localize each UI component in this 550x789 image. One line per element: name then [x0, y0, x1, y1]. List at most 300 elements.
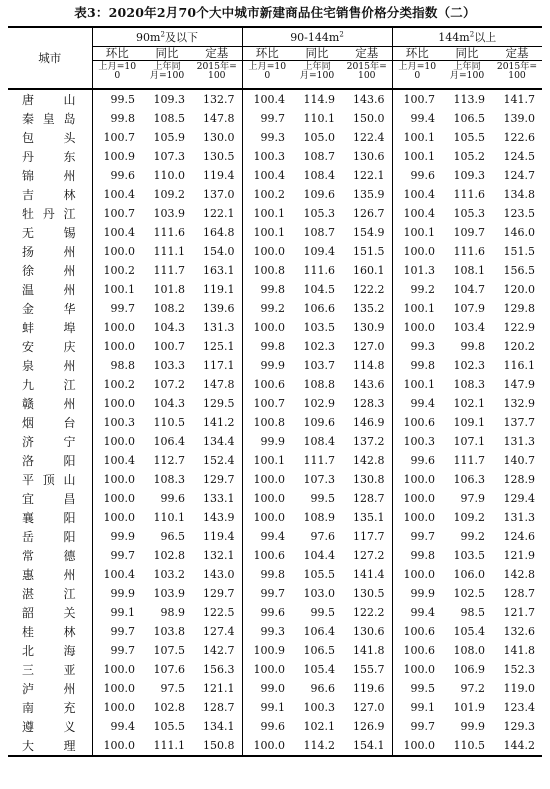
unit-line: 月=100 [449, 70, 485, 81]
index-cell: 129.8 [503, 302, 535, 315]
index-cell: 126.7 [342, 204, 392, 223]
index-cell: 111.6 [153, 226, 185, 239]
index-cell: 131.3 [192, 318, 242, 337]
index-cell: 121.9 [503, 549, 535, 562]
index-cell: 111.1 [142, 736, 192, 756]
index-cell: 99.2 [460, 530, 485, 543]
index-cell: 100.1 [253, 454, 285, 467]
index-cell: 103.5 [453, 549, 485, 562]
table-row [8, 109, 542, 128]
table-row [8, 204, 542, 223]
unit-header-base [492, 61, 542, 90]
index-cell: 100.6 [253, 549, 285, 562]
index-cell: 99.6 [260, 720, 285, 733]
index-cell: 127.0 [342, 698, 392, 717]
index-cell: 163.1 [192, 261, 242, 280]
index-cell: 102.3 [453, 359, 485, 372]
city-name: 赣州 [8, 394, 92, 413]
index-cell: 99.7 [410, 530, 435, 543]
index-cell: 129.3 [503, 720, 535, 733]
index-cell: 100.4 [103, 568, 135, 581]
index-cell: 100.4 [103, 226, 135, 239]
index-cell: 129.7 [192, 470, 242, 489]
index-cell: 99.8 [260, 568, 285, 581]
index-cell: 99.2 [260, 302, 285, 315]
index-cell: 100.4 [103, 188, 135, 201]
index-cell: 96.6 [310, 682, 335, 695]
index-cell: 104.5 [303, 283, 335, 296]
index-cell: 98.5 [460, 606, 485, 619]
group-header-medium: $90-144m^2$ [242, 27, 392, 47]
city-name: 韶关 [8, 603, 92, 622]
table-row [8, 546, 542, 565]
index-cell: 108.8 [303, 378, 335, 391]
table-row [8, 527, 542, 546]
index-cell: 135.2 [342, 299, 392, 318]
index-cell: 130.6 [342, 147, 392, 166]
index-cell: 99.4 [110, 720, 135, 733]
city-name: 济宁 [8, 432, 92, 451]
index-cell: 112.7 [153, 454, 185, 467]
index-cell: 120.0 [503, 283, 535, 296]
index-cell: 100.6 [403, 644, 435, 657]
index-cell: 100.1 [253, 207, 285, 220]
index-cell: 99.7 [260, 112, 285, 125]
index-cell: 102.3 [303, 340, 335, 353]
table-row [8, 394, 542, 413]
city-name: 岳阳 [8, 527, 92, 546]
index-cell: 135.9 [342, 185, 392, 204]
table-row [8, 736, 542, 756]
index-cell: 130.6 [342, 622, 392, 641]
index-cell: 98.8 [110, 359, 135, 372]
index-cell: 106.0 [453, 568, 485, 581]
index-cell: 130.5 [342, 584, 392, 603]
index-cell: 152.3 [503, 663, 535, 676]
index-cell: 99.7 [110, 549, 135, 562]
index-cell: 100.0 [403, 245, 435, 258]
index-cell: 100.7 [253, 397, 285, 410]
index-cell: 97.2 [460, 682, 485, 695]
unit-line: 0 [414, 70, 421, 81]
table-row [8, 223, 542, 242]
index-cell: 156.5 [503, 264, 535, 277]
index-cell: 99.8 [110, 112, 135, 125]
index-cell: 110.0 [153, 169, 185, 182]
index-cell: 100.7 [103, 207, 135, 220]
index-cell: 105.9 [153, 131, 185, 144]
index-cell: 127.2 [342, 546, 392, 565]
index-cell: 124.5 [503, 150, 535, 163]
index-cell: 123.5 [503, 207, 535, 220]
index-cell: 100.1 [403, 378, 435, 391]
index-cell: 100.4 [403, 188, 435, 201]
table-row [8, 337, 542, 356]
index-cell: 100.0 [103, 340, 135, 353]
city-name: 九江 [8, 375, 92, 394]
index-cell: 146.9 [342, 413, 392, 432]
index-cell: 106.5 [453, 112, 485, 125]
index-cell: 140.7 [503, 454, 535, 467]
index-cell: 110.5 [153, 416, 185, 429]
index-cell: 99.8 [410, 359, 435, 372]
unit-line: 上年同 [153, 61, 181, 72]
index-cell: 100.4 [403, 207, 435, 220]
index-cell: 107.3 [303, 473, 335, 486]
index-cell: 128.9 [503, 473, 535, 486]
index-cell: 97.9 [460, 492, 485, 505]
table-row [8, 242, 542, 261]
index-cell: 100.0 [253, 663, 285, 676]
index-cell: 133.1 [192, 489, 242, 508]
city-name: 大理 [8, 736, 92, 756]
index-cell: 99.7 [260, 587, 285, 600]
index-cell: 100.0 [103, 397, 135, 410]
table-title: 表3：2020年2月70个大中城市新建商品住宅销售价格分类指数（二） [74, 5, 476, 20]
index-cell: 106.9 [453, 663, 485, 676]
unit-line: 上年同 [303, 61, 331, 72]
sub-header-mom: 环比 [392, 47, 442, 61]
index-cell: 97.5 [160, 682, 185, 695]
unit-line: 上月=10 [398, 61, 437, 72]
index-cell: 121.1 [192, 679, 242, 698]
index-cell: 100.4 [103, 454, 135, 467]
table-row [8, 185, 542, 204]
index-cell: 143.9 [192, 508, 242, 527]
table-row [8, 89, 542, 109]
table-row [8, 147, 542, 166]
index-cell: 100.4 [253, 169, 285, 182]
group-header-small: $90m^2$及以下 [92, 27, 242, 47]
sub-header-yoy: 同比 [292, 47, 342, 61]
index-cell: 100.0 [103, 321, 135, 334]
city-name: 吉林 [8, 185, 92, 204]
unit-line: 0 [264, 70, 271, 81]
sub-header-yoy: 同比 [142, 47, 192, 61]
index-cell: 127.4 [192, 622, 242, 641]
unit-header-yoy [292, 61, 342, 90]
unit-line: 月=100 [299, 70, 335, 81]
index-cell: 99.8 [410, 549, 435, 562]
index-cell: 107.9 [453, 302, 485, 315]
index-cell: 109.3 [453, 169, 485, 182]
index-cell: 99.0 [260, 682, 285, 695]
index-cell: 105.5 [453, 131, 485, 144]
index-cell: 104.4 [303, 549, 335, 562]
city-name: 常德 [8, 546, 92, 565]
table-row [8, 261, 542, 280]
sub-header-mom: 环比 [92, 47, 142, 61]
index-cell: 100.0 [403, 511, 435, 524]
index-cell: 100.0 [103, 492, 135, 505]
group-header-large: $144m^2$以上 [392, 27, 542, 47]
index-cell: 131.3 [503, 511, 535, 524]
index-cell: 99.3 [260, 131, 285, 144]
city-name: 襄阳 [8, 508, 92, 527]
index-cell: 109.2 [153, 188, 185, 201]
index-cell: 99.4 [410, 606, 435, 619]
index-cell: 99.9 [260, 435, 285, 448]
index-cell: 100.0 [403, 321, 435, 334]
index-cell: 108.3 [153, 473, 185, 486]
index-cell: 99.4 [410, 112, 435, 125]
table-row [8, 413, 542, 432]
index-cell: 103.3 [153, 359, 185, 372]
table-row [8, 318, 542, 337]
index-cell: 99.5 [410, 682, 435, 695]
index-cell: 150.8 [192, 736, 242, 756]
index-cell: 122.2 [342, 280, 392, 299]
sub-header-base: 定基 [492, 47, 542, 61]
index-cell: 107.6 [153, 663, 185, 676]
index-cell: 111.6 [453, 245, 485, 258]
city-name: 扬州 [8, 242, 92, 261]
unit-header-yoy [142, 61, 192, 90]
unit-line: 100 [508, 70, 526, 81]
index-cell: 99.4 [260, 530, 285, 543]
index-cell: 147.9 [503, 378, 535, 391]
unit-line: 0 [114, 70, 121, 81]
sub-header-mom: 环比 [242, 47, 292, 61]
index-cell: 155.7 [342, 660, 392, 679]
index-cell: 160.1 [342, 261, 392, 280]
index-cell: 97.6 [310, 530, 335, 543]
index-cell: 98.9 [160, 606, 185, 619]
index-cell: 109.7 [453, 226, 485, 239]
index-cell: 124.6 [503, 530, 535, 543]
index-cell: 99.3 [410, 340, 435, 353]
index-cell: 107.2 [153, 378, 185, 391]
index-cell: 100.0 [103, 435, 135, 448]
index-cell: 99.8 [460, 340, 485, 353]
index-cell: 100.9 [253, 644, 285, 657]
index-cell: 100.3 [253, 150, 285, 163]
index-cell: 99.5 [110, 93, 135, 106]
index-cell: 122.1 [192, 204, 242, 223]
sub-header-base: 定基 [342, 47, 392, 61]
index-cell: 117.7 [342, 527, 392, 546]
table-row [8, 508, 542, 527]
index-cell: 109.2 [453, 511, 485, 524]
index-cell: 99.8 [260, 340, 285, 353]
index-cell: 103.9 [153, 207, 185, 220]
index-cell: 100.0 [242, 736, 292, 756]
city-name: 锦州 [8, 166, 92, 185]
city-name: 温州 [8, 280, 92, 299]
index-cell: 100.2 [103, 264, 135, 277]
index-cell: 151.5 [503, 245, 535, 258]
table-row [8, 432, 542, 451]
city-name: 烟台 [8, 413, 92, 432]
index-cell: 100.7 [103, 131, 135, 144]
unit-header-mom [242, 61, 292, 90]
index-cell: 101.3 [403, 264, 435, 277]
index-cell: 108.0 [453, 644, 485, 657]
index-cell: 100.7 [153, 340, 185, 353]
index-cell: 137.7 [503, 416, 535, 429]
index-cell: 100.0 [253, 473, 285, 486]
city-name: 徐州 [8, 261, 92, 280]
index-cell: 134.8 [503, 188, 535, 201]
index-cell: 141.7 [503, 93, 535, 106]
index-cell: 151.5 [342, 242, 392, 261]
table-body [8, 89, 542, 756]
index-cell: 100.2 [253, 188, 285, 201]
unit-line: 2015年= [196, 61, 237, 72]
index-cell: 99.1 [260, 701, 285, 714]
table-row [8, 584, 542, 603]
index-cell: 100.1 [253, 226, 285, 239]
index-cell: 100.0 [103, 663, 135, 676]
city-name: 安庆 [8, 337, 92, 356]
city-name: 蚌埠 [8, 318, 92, 337]
index-cell: 100.1 [403, 131, 435, 144]
city-name: 金华 [8, 299, 92, 318]
unit-header-mom [92, 61, 142, 90]
table-row [8, 470, 542, 489]
index-cell: 110.1 [303, 112, 335, 125]
index-cell: 106.3 [453, 473, 485, 486]
table-row [8, 698, 542, 717]
index-cell: 125.1 [192, 337, 242, 356]
city-name: 无锡 [8, 223, 92, 242]
index-cell: 99.4 [410, 397, 435, 410]
index-cell: 128.3 [342, 394, 392, 413]
index-cell: 141.2 [192, 413, 242, 432]
index-cell: 122.1 [342, 166, 392, 185]
city-name: 洛阳 [8, 451, 92, 470]
sub-header-yoy: 同比 [442, 47, 492, 61]
index-cell: 111.7 [153, 264, 185, 277]
index-cell: 100.0 [403, 492, 435, 505]
index-cell: 99.6 [260, 606, 285, 619]
index-cell: 102.8 [153, 549, 185, 562]
index-cell: 100.0 [253, 321, 285, 334]
index-cell: 100.1 [403, 150, 435, 163]
index-cell: 124.7 [503, 169, 535, 182]
index-cell: 103.0 [303, 587, 335, 600]
index-cell: 129.4 [503, 492, 535, 505]
index-cell: 123.4 [503, 701, 535, 714]
index-cell: 134.4 [192, 432, 242, 451]
index-cell: 109.4 [303, 245, 335, 258]
index-cell: 103.2 [153, 568, 185, 581]
index-cell: 105.5 [303, 568, 335, 581]
index-cell: 106.4 [153, 435, 185, 448]
unit-line: 2015年= [496, 61, 538, 72]
index-cell: 146.0 [503, 226, 535, 239]
index-cell: 142.8 [342, 451, 392, 470]
index-cell: 132.9 [503, 397, 535, 410]
index-cell: 100.1 [403, 302, 435, 315]
index-cell: 102.9 [303, 397, 335, 410]
index-cell: 99.7 [110, 644, 135, 657]
index-cell: 100.3 [103, 416, 135, 429]
index-cell: 103.5 [303, 321, 335, 334]
index-cell: 110.5 [442, 736, 492, 756]
index-cell: 99.3 [260, 625, 285, 638]
index-cell: 111.7 [303, 454, 335, 467]
index-cell: 154.9 [342, 223, 392, 242]
table-row [8, 641, 542, 660]
index-cell: 152.4 [192, 451, 242, 470]
index-cell: 164.8 [192, 223, 242, 242]
index-cell: 147.8 [192, 109, 242, 128]
table-row [8, 603, 542, 622]
index-cell: 110.1 [153, 511, 185, 524]
index-cell: 111.7 [453, 454, 485, 467]
city-name: 唐山 [8, 89, 92, 109]
index-cell: 100.0 [403, 473, 435, 486]
index-cell: 139.6 [192, 299, 242, 318]
index-cell: 99.5 [310, 492, 335, 505]
table-row [8, 299, 542, 318]
index-cell: 100.3 [303, 701, 335, 714]
index-cell: 130.0 [192, 128, 242, 147]
table-row [8, 679, 542, 698]
index-cell: 100.0 [403, 568, 435, 581]
index-cell: 141.8 [342, 641, 392, 660]
unit-line: 100 [357, 70, 376, 81]
index-cell: 111.1 [153, 245, 185, 258]
index-cell: 103.7 [303, 359, 335, 372]
index-cell: 108.2 [153, 302, 185, 315]
index-cell: 117.1 [192, 356, 242, 375]
index-cell: 96.5 [160, 530, 185, 543]
index-cell: 100.0 [103, 245, 135, 258]
index-cell: 128.7 [342, 489, 392, 508]
index-cell: 100.6 [403, 416, 435, 429]
index-cell: 100.1 [403, 226, 435, 239]
city-name: 三亚 [8, 660, 92, 679]
index-cell: 99.1 [110, 606, 135, 619]
index-cell: 100.0 [403, 663, 435, 676]
city-column-header: 城市 [8, 27, 92, 89]
index-cell: 100.0 [103, 511, 135, 524]
unit-line: 上月=10 [248, 61, 287, 72]
index-cell: 147.8 [192, 375, 242, 394]
index-cell: 105.4 [303, 663, 335, 676]
index-cell: 107.5 [153, 644, 185, 657]
index-cell: 104.3 [153, 321, 185, 334]
index-cell: 99.7 [110, 625, 135, 638]
index-cell: 100.0 [103, 701, 135, 714]
index-cell: 99.7 [410, 720, 435, 733]
index-cell: 104.7 [453, 283, 485, 296]
index-cell: 108.7 [303, 150, 335, 163]
index-cell: 132.1 [192, 546, 242, 565]
index-cell: 116.1 [503, 359, 535, 372]
index-cell: 150.0 [342, 109, 392, 128]
index-cell: 100.0 [253, 245, 285, 258]
index-cell: 99.9 [110, 530, 135, 543]
index-cell: 131.3 [503, 435, 535, 448]
index-cell: 119.4 [192, 166, 242, 185]
unit-line: 上年同 [453, 61, 481, 72]
index-cell: 128.7 [192, 698, 242, 717]
index-cell: 139.0 [503, 112, 535, 125]
index-cell: 99.9 [260, 359, 285, 372]
index-cell: 100.8 [253, 416, 285, 429]
table-row [8, 622, 542, 641]
index-cell: 119.4 [192, 527, 242, 546]
index-cell: 101.8 [153, 283, 185, 296]
index-cell: 102.8 [153, 701, 185, 714]
index-cell: 105.0 [303, 131, 335, 144]
index-cell: 100.0 [92, 736, 142, 756]
index-cell: 108.4 [303, 169, 335, 182]
index-cell: 100.0 [103, 473, 135, 486]
